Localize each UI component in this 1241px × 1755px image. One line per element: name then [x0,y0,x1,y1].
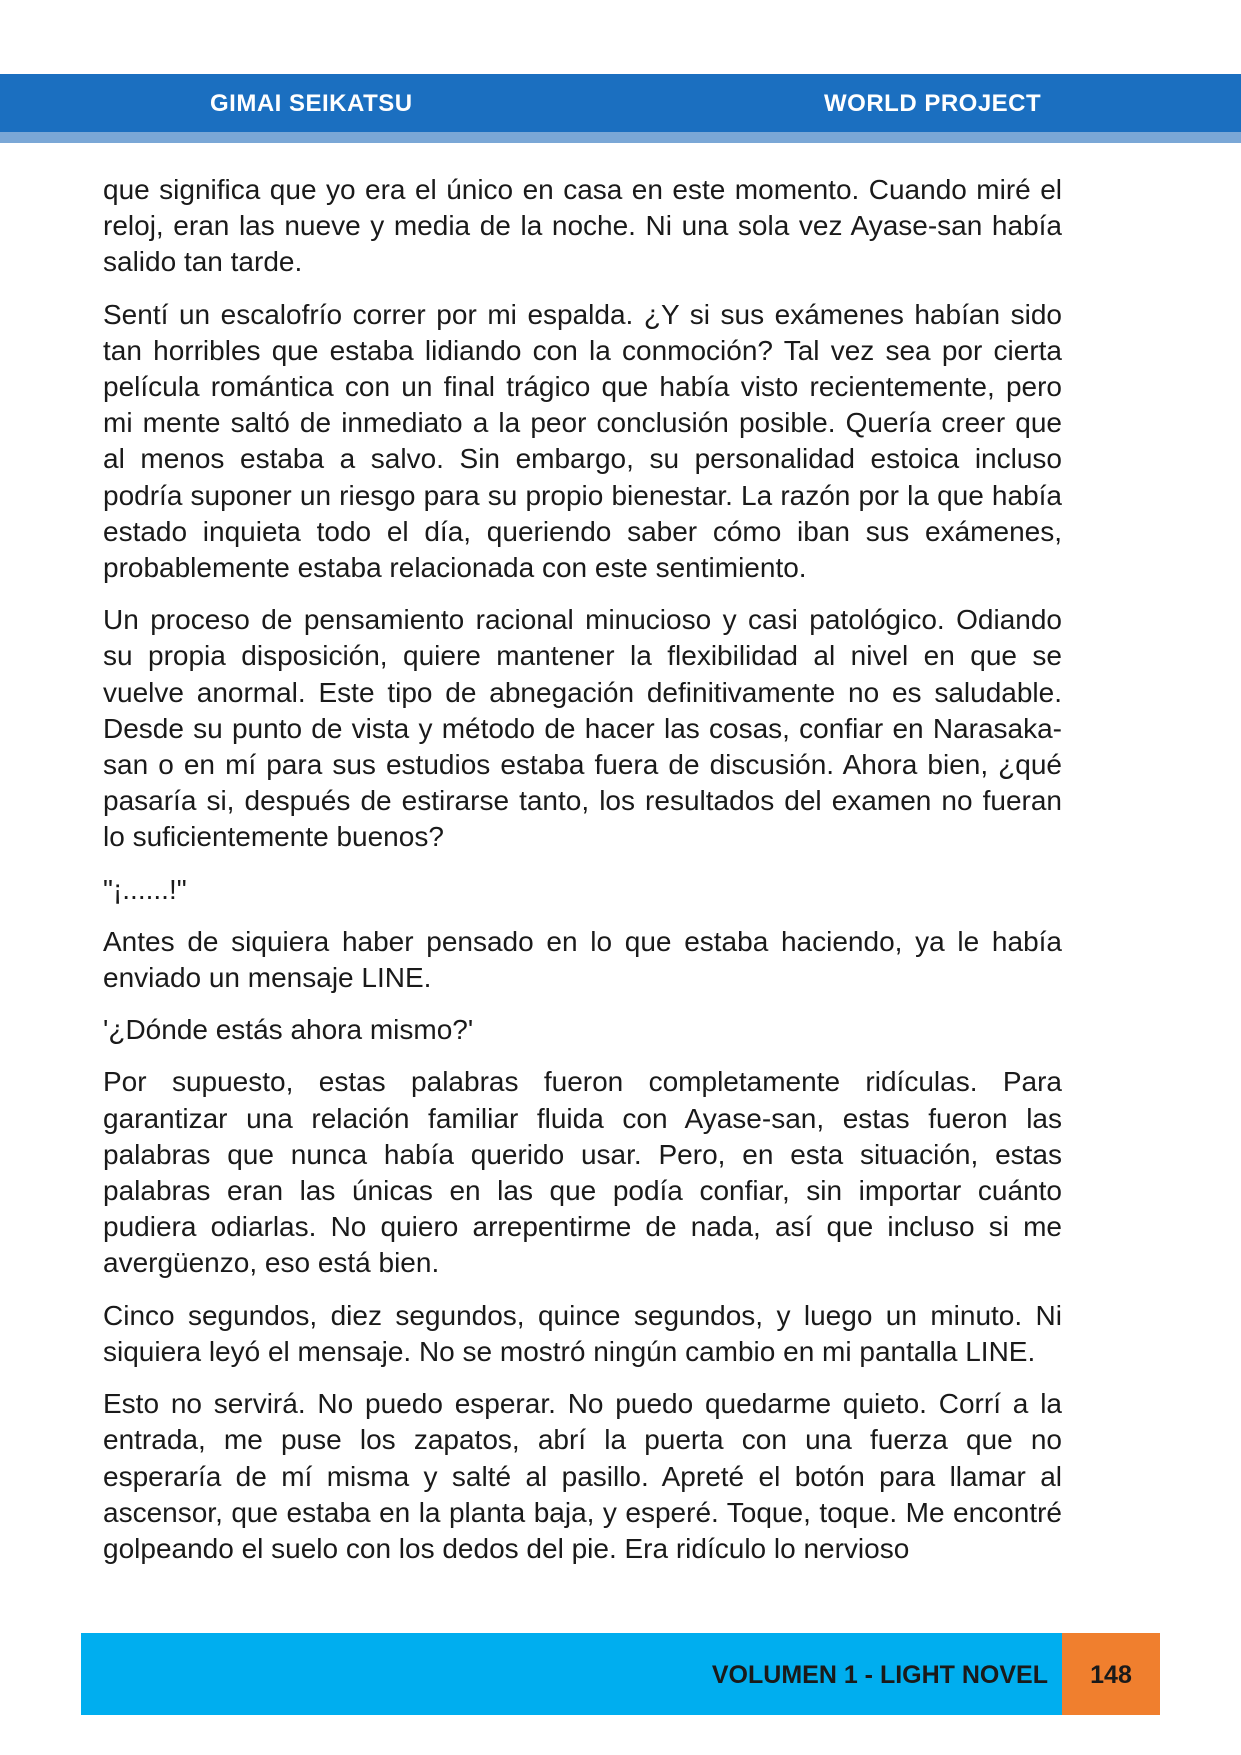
page-number: 148 [1090,1661,1132,1689]
paragraph: "¡......!" [103,873,187,905]
footer-bar [81,1633,1062,1715]
paragraph: Cinco segundos, diez segundos, quince segundos, y luego un minuto. Ni siquiera leyó el mensaje. No se mostró ningún cambio en mi pantalla LINE. [103,1299,1062,1367]
paragraph: Antes de siquiera haber pensado en lo que estaba haciendo, ya le había enviado un mensaje LINE. [103,925,1062,994]
paragraph: '¿Dónde estás ahora mismo?' [103,1014,474,1046]
header-stripe [0,132,1241,143]
paragraph: Un proceso de pensamiento racional minucioso y casi patológico. Odiando su propia disposición, quiere mantener la flexibilidad al nivel en que se vuelve anormal. Este tipo de abnegación definitivamente no es saludable. Desde su punto de vista y método de hacer las cosas, confiar en Narasaka-san o en mí para sus estudios estaba fuera de discusión. Ahora bien, ¿qué pasaría si, después de estirarse tanto, los resultados del examen no fueran lo suficientemente buenos? [103,604,1062,853]
paragraph: Sentí un escalofrío correr por mi espalda. ¿Y si sus exámenes habían sido tan horribles que estaba lidiando con la conmoción? Tal vez sea por cierta película romántica con un final trágico que había visto recientemente, pero mi mente saltó de inmediato a la peor conclusión posible. Quería creer que al menos estaba a salvo. Sin embargo, su personalidad estoica incluso podría suponer un riesgo para su propio bienestar. La razón por la que había estado inquieta todo el día, queriendo saber cómo iban sus exámenes, probablemente estaba relacionada con este sentimiento. [103,298,1062,584]
footer-volume-label: VOLUMEN 1 - LIGHT NOVEL [711,1661,1048,1689]
paragraph: que significa que yo era el único en casa en este momento. Cuando miré el reloj, eran las nueve y media de la noche. Ni una sola vez Ayase-san había salido tan tarde. [103,174,1062,278]
paragraph: Esto no servirá. No puedo esperar. No puedo quedarme quieto. Corrí a la entrada, me puse los zapatos, abrí la puerta con una fuerza que no esperaría de mí misma y salté al pasillo. Apreté el botón para llamar al ascensor, que estaba en la planta baja, y esperé. Toque, toque. Me encontré golpeando el suelo con los dedos del pie. Era ridículo lo nervioso [103,1388,1062,1564]
page-number-box [1062,1633,1160,1715]
header-bar [0,74,1241,132]
header-group-title: WORLD PROJECT [824,90,1042,117]
page-body [103,172,1062,1583]
paragraph: Por supuesto, estas palabras fueron completamente ridículas. Para garantizar una relación familiar fluida con Ayase-san, estas fueron las palabras que nunca había querido usar. Pero, en esta situación, estas palabras eran las únicas en las que podía confiar, sin importar cuánto pudiera odiarlas. No quiero arrepentirme de nada, así que incluso si me avergüenzo, eso está bien. [103,1066,1062,1279]
header-series-title: GIMAI SEIKATSU [210,90,413,117]
